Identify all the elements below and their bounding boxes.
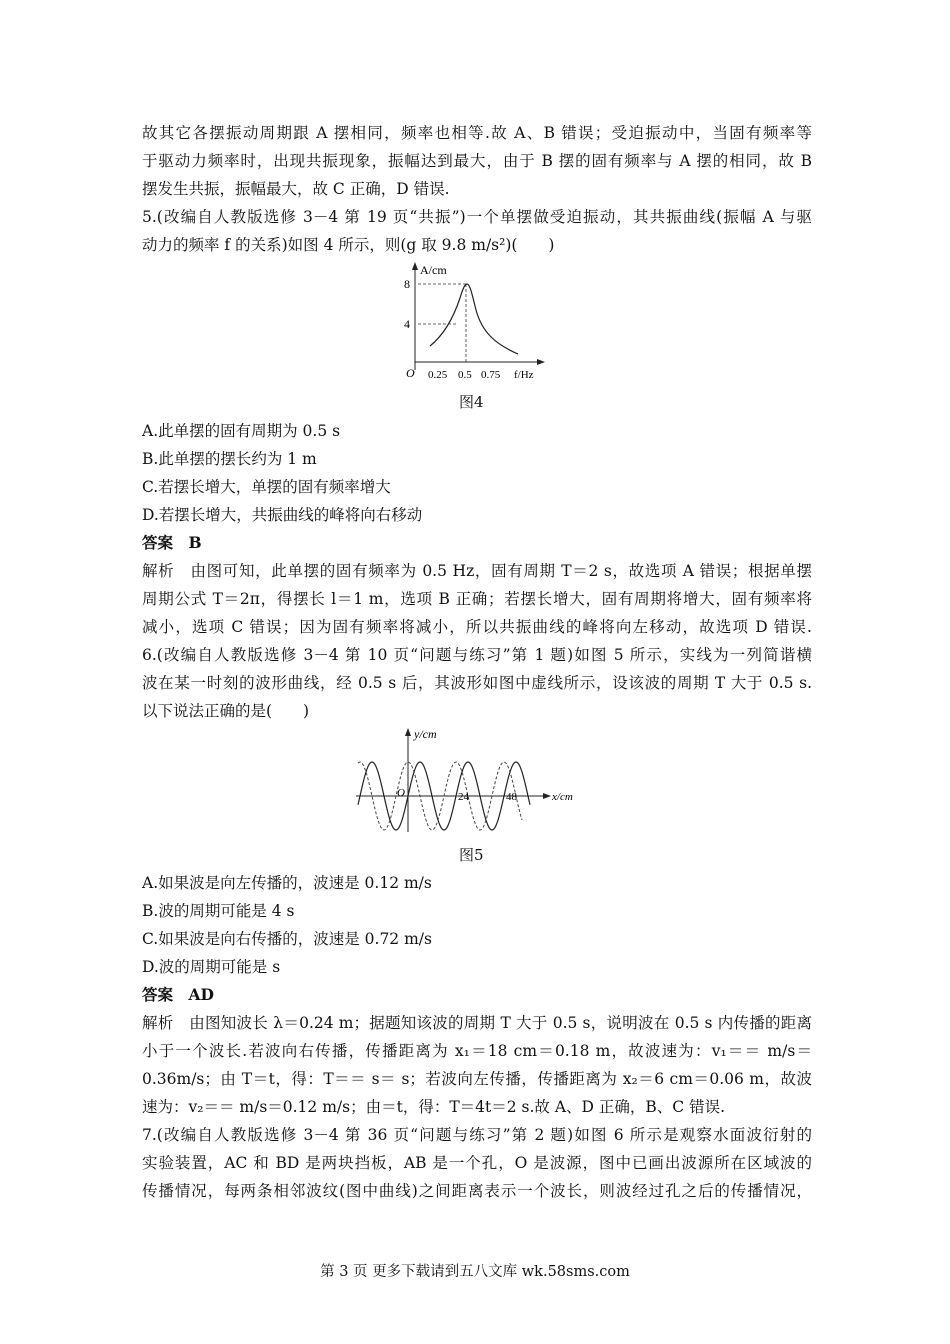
option-a: A.此单摆的固有周期为 0.5 s [142,422,341,440]
text-line: 故其它各摆振动周期跟 A 摆相同，频率也相等.故 A、B 错误；受迫振动中，当固有频率等 [142,124,812,142]
figure-4-resonance-curve [400,258,550,384]
analysis-text: 0.36m/s；由 T＝t，得：T＝＝ s＝ s；若波向左传播，传播距离为 x₂＝6 cm＝0.06 m，故波 [142,1070,812,1088]
option-d: D.若摆长增大，共振曲线的峰将向右移动 [142,506,423,524]
x-axis-arrow [543,793,551,799]
question-7-stem: 7.(改编自人教版选修 3－4 第 36 页“问题与练习”第 2 题)如图 6 所示是观察水面波衍射的 [142,1126,812,1144]
analysis-text: 解析 由图可知，此单摆的固有频率为 0.5 Hz，固有周期 T＝2 s，故选项 A 错误；根据单摆 [142,562,812,580]
text-line: 摆发生共振，振幅最大，故 C 正确，D 错误. [142,180,450,198]
y-tick-label: 8 [404,277,410,291]
question-6-stem: 6.(改编自人教版选修 3－4 第 10 页“问题与练习”第 1 题)如图 5 所示，实线为一列简谐横 [142,646,812,664]
origin-label: O [406,366,415,380]
question-7-stem: 传播情况，每两条相邻波纹(图中曲线)之间距离表示一个波长，则波经过孔之后的传播情况， [142,1182,812,1200]
x-tick-label: 24 [458,791,469,803]
analysis-text: 减小，选项 C 错误；因为固有频率将减小，所以共振曲线的峰将向左移动，故选项 D 错误. [142,618,812,636]
x-axis-label: f/Hz [514,369,534,381]
option-c: C.如果波是向右传播的，波速是 0.72 m/s [142,930,432,948]
analysis-text: 速为：v₂＝＝ m/s＝0.12 m/s；由＝t，得：T＝4t＝2 s.故 A、D 正确，B、C 错误. [142,1098,725,1116]
answer-label: 答案 AD [142,985,214,1004]
x-tick-label: 0.5 [458,369,472,381]
analysis-text: 周期公式 T＝2π，得摆长 l＝1 m，选项 B 正确；若摆长增大，固有周期将增大，固有频率将 [142,590,812,608]
option-c: C.若摆长增大，单摆的固有频率增大 [142,478,391,496]
option-d: D.波的周期可能是 s [142,958,281,976]
y-axis-arrow [412,262,418,270]
option-b: B.此单摆的摆长约为 1 m [142,450,317,468]
option-b: B.波的周期可能是 4 s [142,902,295,920]
question-7-stem: 实验装置，AC 和 BD 是两块挡板，AB 是一个孔，O 是波源，图中已画出波源所在区域波的 [142,1154,812,1172]
answer-label: 答案 B [142,533,202,552]
question-5-stem: 5.(改编自人教版选修 3－4 第 19 页“共振”)一个单摆做受迫振动，其共振曲线(振幅 A 与驱 [142,208,812,226]
y-axis-label: y/cm [414,727,437,741]
y-axis-arrow [405,728,411,736]
figure-5-caption: 图5 [459,846,484,864]
x-tick-label: 0.25 [428,369,448,381]
origin-label: O [397,787,405,799]
x-tick-label: 0.75 [481,369,501,381]
y-tick-label: 4 [404,317,410,331]
text-line: 于驱动力频率时，出现共振现象，振幅达到最大，由于 B 摆的固有频率与 A 摆的相同，故 B [142,152,812,170]
x-axis-arrow [537,359,545,365]
analysis-text: 小于一个波长.若波向右传播，传播距离为 x₁＝18 cm＝0.18 m，故波速为：v₁＝＝ m/s＝ [142,1042,812,1060]
x-tick-label: 48 [506,791,517,803]
question-6-stem: 波在某一时刻的波形曲线，经 0.5 s 后，其波形如图中虚线所示，设该波的周期 T 大于 0.5 s. [142,674,812,692]
figure-4-caption: 图4 [459,393,484,411]
analysis-text: 解析 由图知波长 λ＝0.24 m；据题知该波的周期 T 大于 0.5 s，说明波在 0.5 s 内传播的距离 [142,1014,812,1032]
x-axis-label: x/cm [552,791,573,803]
y-axis-label: A/cm [420,263,447,277]
question-6-stem: 以下说法正确的是( ) [142,702,310,720]
resonance-curve [430,284,518,354]
question-5-stem: 动力的频率 f 的关系)如图 4 所示，则(g 取 9.8 m/s²)( ) [142,236,555,254]
option-a: A.如果波是向左传播的，波速是 0.12 m/s [142,874,432,892]
figure-5-wave [350,724,590,836]
page-footer: 第 3 页 更多下载请到五八文库 wk.58sms.com [320,1264,630,1280]
